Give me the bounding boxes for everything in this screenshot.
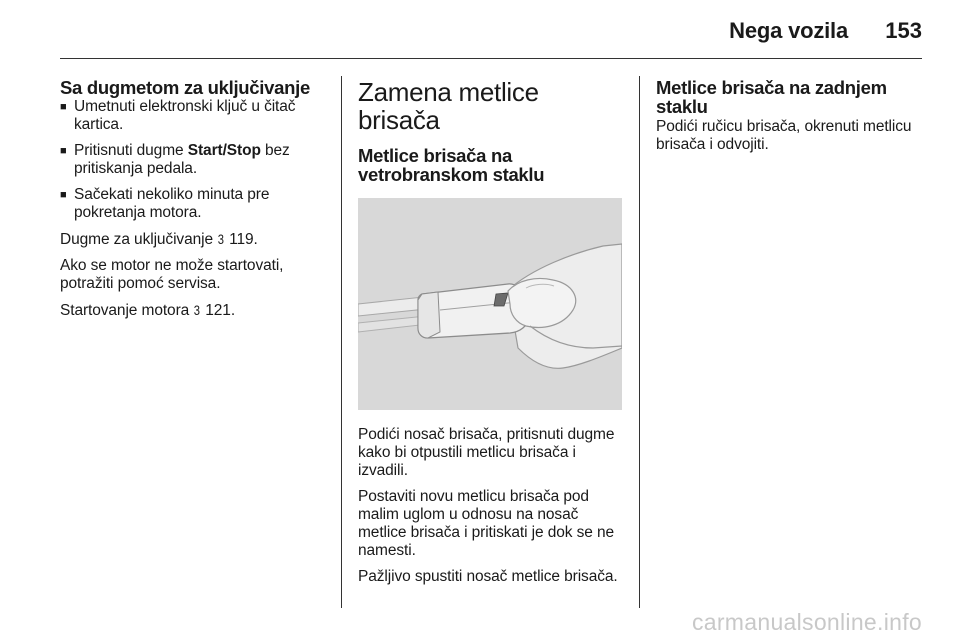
bullet-icon: ■ bbox=[60, 145, 67, 157]
paragraph: Pažljivo spustiti nosač metlice brisača. bbox=[358, 568, 618, 585]
cross-reference: Dugme za uključivanje 3 119. bbox=[60, 231, 258, 248]
list-item: ■ Pritisnuti dugme Start/Stop bez pritiskanja pedala. bbox=[60, 142, 290, 177]
watermark: carmanualsonline.info bbox=[691, 609, 922, 635]
page-header bbox=[0, 0, 960, 62]
subheading-rear-window: Metlice brisača na zadnjem staklu bbox=[656, 77, 887, 117]
paragraph: Postaviti novu metlicu brisača pod malim uglom u odnosu na nosač metlice brisača i pritiskati je dok se ne namesti. bbox=[358, 488, 615, 559]
column-divider bbox=[341, 76, 342, 608]
list-item: ■ Umetnuti elektronski ključ u čitač kartica. bbox=[60, 98, 296, 133]
page-reference-icon: 3 bbox=[194, 302, 201, 318]
page-number: 153 bbox=[885, 18, 922, 43]
section-title: Nega vozila bbox=[729, 18, 848, 43]
wiper-blade-image bbox=[358, 198, 622, 410]
heading-start-button: Sa dugmetom za uključivanje bbox=[60, 77, 310, 98]
subheading-windshield: Metlice brisača na vetrobranskom staklu bbox=[358, 145, 545, 185]
page-reference-icon: 3 bbox=[217, 231, 225, 247]
paragraph: Ako se motor ne može startovati, potražiti pomoć servisa. bbox=[60, 257, 284, 292]
header-rule bbox=[60, 58, 922, 59]
start-stop-label: Start/Stop bbox=[187, 142, 261, 159]
cross-reference: Startovanje motora 3 121. bbox=[60, 302, 236, 319]
wiper-blade-illustration bbox=[358, 198, 622, 410]
bullet-icon: ■ bbox=[60, 189, 67, 201]
section-heading: Zamena metlice brisača bbox=[358, 77, 539, 135]
column-left bbox=[60, 78, 332, 328]
column-right bbox=[656, 78, 928, 162]
paragraph: Podići ručicu brisača, okrenuti metlicu brisača i odvojiti. bbox=[656, 118, 912, 153]
column-middle bbox=[358, 78, 626, 594]
bullet-list bbox=[60, 98, 332, 222]
list-item: ■ Sačekati nekoliko minuta pre pokretanja motora. bbox=[60, 186, 270, 221]
column-divider bbox=[639, 76, 640, 608]
paragraph: Podići nosač brisača, pritisnuti dugme kako bi otpustili metlicu brisača i izvadili. bbox=[358, 426, 615, 479]
bullet-icon: ■ bbox=[60, 101, 67, 113]
